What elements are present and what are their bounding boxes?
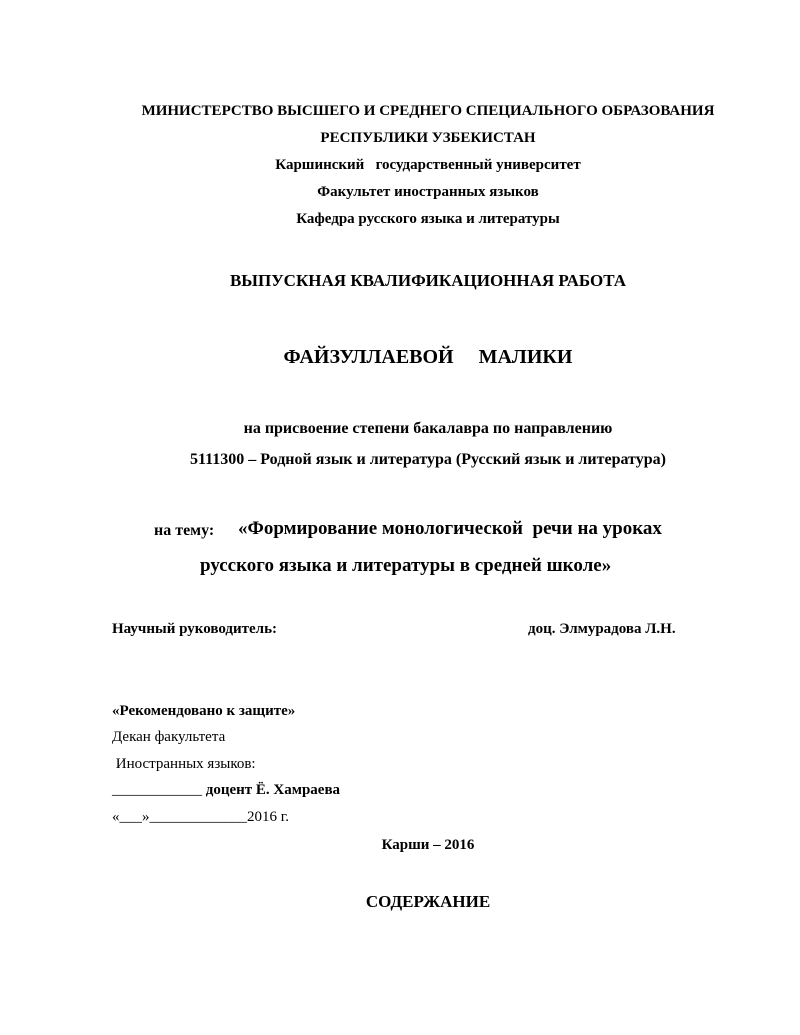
work-type-title: ВЫПУСКНАЯ КВАЛИФИКАЦИОННАЯ РАБОТА xyxy=(229,271,627,290)
supervisor-label: Научный руководитель: xyxy=(112,621,277,637)
dean-title-line-2: Иностранных языков: xyxy=(112,756,256,772)
signature-blank: ____________ xyxy=(112,782,202,798)
dean-name: доцент Ё. Хамраева xyxy=(202,782,341,798)
faculty-name: Факультет иностранных языков xyxy=(317,184,539,200)
recommendation-title: «Рекомендовано к защите» xyxy=(112,703,296,719)
ministry-line-2: РЕСПУБЛИКИ УЗБЕКИСТАН xyxy=(320,130,536,146)
date-line: «___»_____________2016 г. xyxy=(112,809,289,825)
topic-line-2: русского языка и литературы в средней школе» xyxy=(200,555,612,576)
degree-line-1: на присвоение степени бакалавра по направлению xyxy=(243,420,613,437)
dean-signature-line xyxy=(112,783,340,798)
contents-heading: СОДЕРЖАНИЕ xyxy=(365,892,491,911)
ministry-line-1: МИНИСТЕРСТВО ВЫСШЕГО И СРЕДНЕГО СПЕЦИАЛЬНОГО ОБРАЗОВАНИЯ xyxy=(141,103,715,119)
university-name: Каршинский государственный университет xyxy=(275,157,581,173)
dean-title-line-1: Декан факультета xyxy=(112,729,226,745)
topic-line-1: «Формирование монологической речи на уроках xyxy=(238,518,662,539)
department-name: Кафедра русского языка и литературы xyxy=(296,211,560,227)
author-name: ФАЙЗУЛЛАЕВОЙ МАЛИКИ xyxy=(283,346,573,368)
city-year: Карши – 2016 xyxy=(381,837,475,853)
topic-prefix: на тему: xyxy=(154,522,215,539)
degree-line-2: 5111300 – Родной язык и литература (Русский язык и литература) xyxy=(190,451,666,468)
supervisor-name: доц. Элмурадова Л.Н. xyxy=(528,621,676,637)
